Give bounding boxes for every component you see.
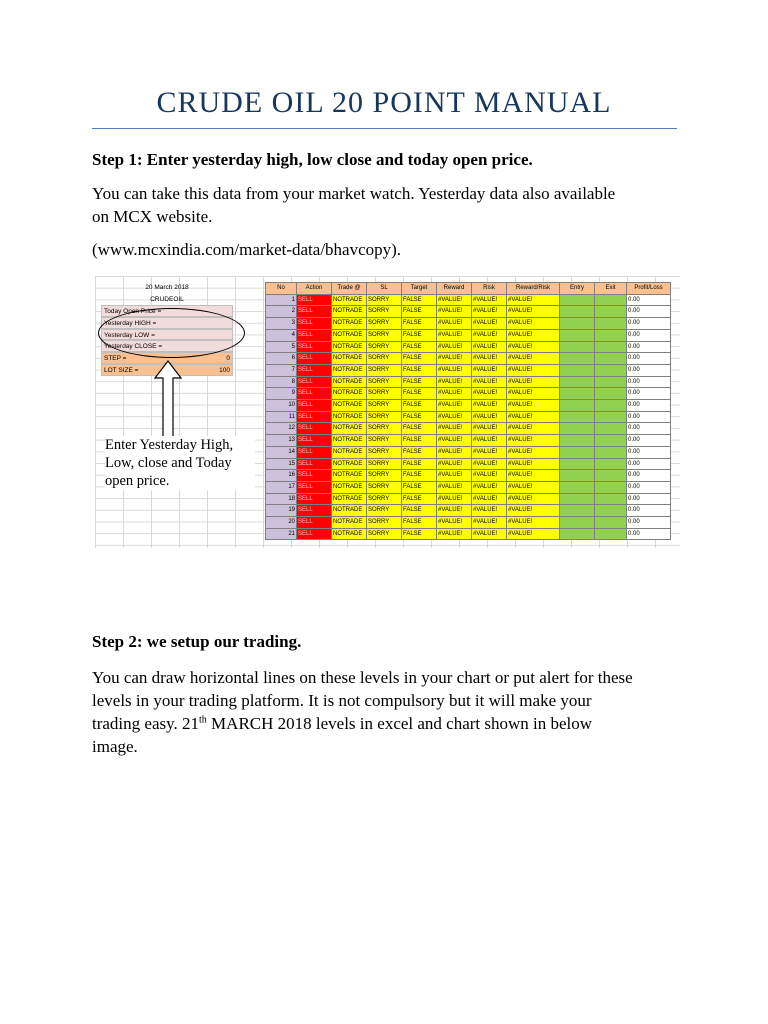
cell-action: SELL [297, 458, 332, 470]
cell-reward-risk: #VALUE! [507, 435, 560, 447]
cell-action: SELL [297, 505, 332, 517]
cell-exit [595, 364, 627, 376]
cell-exit [595, 470, 627, 482]
cell-trade: NOTRADE [332, 423, 367, 435]
cell-risk: #VALUE! [472, 458, 507, 470]
table-row [266, 470, 671, 482]
trade-table [265, 282, 671, 540]
cell-target: FALSE [402, 528, 437, 540]
cell-sl: SORRY [367, 388, 402, 400]
title-divider [92, 128, 677, 129]
table-row [266, 329, 671, 341]
cell-reward: #VALUE! [437, 400, 472, 412]
cell-reward-risk: #VALUE! [507, 329, 560, 341]
spreadsheet-image [95, 276, 680, 548]
cell-target: FALSE [402, 353, 437, 365]
cell-risk: #VALUE! [472, 470, 507, 482]
cell-exit [595, 400, 627, 412]
cell-target: FALSE [402, 470, 437, 482]
cell-sl: SORRY [367, 470, 402, 482]
cell-action: SELL [297, 364, 332, 376]
cell-target: FALSE [402, 493, 437, 505]
cell-trade: NOTRADE [332, 411, 367, 423]
cell-profit-loss: 0.00 [627, 458, 671, 470]
cell-action: SELL [297, 329, 332, 341]
cell-entry [560, 517, 595, 529]
cell-profit-loss: 0.00 [627, 493, 671, 505]
cell-action: SELL [297, 470, 332, 482]
row-number: 20 [266, 517, 297, 529]
cell-target: FALSE [402, 517, 437, 529]
cell-risk: #VALUE! [472, 400, 507, 412]
column-header: Reward/Risk [507, 283, 560, 295]
cell-reward-risk: #VALUE! [507, 423, 560, 435]
table-row [266, 435, 671, 447]
cell-risk: #VALUE! [472, 306, 507, 318]
cell-profit-loss: 0.00 [627, 505, 671, 517]
cell-trade: NOTRADE [332, 481, 367, 493]
table-row [266, 353, 671, 365]
row-number: 4 [266, 329, 297, 341]
table-row [266, 493, 671, 505]
cell-profit-loss: 0.00 [627, 353, 671, 365]
cell-sl: SORRY [367, 306, 402, 318]
cell-reward: #VALUE! [437, 341, 472, 353]
cell-reward: #VALUE! [437, 306, 472, 318]
cell-sl: SORRY [367, 458, 402, 470]
cell-exit [595, 458, 627, 470]
sheet-date: 20 March 2018 [145, 284, 189, 291]
cell-risk: #VALUE! [472, 376, 507, 388]
cell-trade: NOTRADE [332, 446, 367, 458]
cell-sl: SORRY [367, 364, 402, 376]
cell-risk: #VALUE! [472, 481, 507, 493]
cell-exit [595, 388, 627, 400]
cell-entry [560, 481, 595, 493]
cell-profit-loss: 0.00 [627, 528, 671, 540]
cell-risk: #VALUE! [472, 505, 507, 517]
cell-exit [595, 435, 627, 447]
cell-trade: NOTRADE [332, 376, 367, 388]
cell-sl: SORRY [367, 400, 402, 412]
cell-action: SELL [297, 318, 332, 330]
cell-reward: #VALUE! [437, 446, 472, 458]
cell-target: FALSE [402, 364, 437, 376]
table-row [266, 528, 671, 540]
step1-paragraph-line1: You can take this data from your market watch. Yesterday data also available [92, 184, 616, 203]
table-row [266, 517, 671, 529]
row-number: 11 [266, 411, 297, 423]
cell-trade: NOTRADE [332, 400, 367, 412]
cell-sl: SORRY [367, 505, 402, 517]
cell-risk: #VALUE! [472, 364, 507, 376]
cell-trade: NOTRADE [332, 306, 367, 318]
table-row [266, 458, 671, 470]
cell-target: FALSE [402, 446, 437, 458]
row-number: 10 [266, 400, 297, 412]
cell-exit [595, 493, 627, 505]
cell-profit-loss: 0.00 [627, 329, 671, 341]
cell-risk: #VALUE! [472, 329, 507, 341]
cell-risk: #VALUE! [472, 411, 507, 423]
cell-risk: #VALUE! [472, 388, 507, 400]
column-header: Action [297, 283, 332, 295]
cell-profit-loss: 0.00 [627, 364, 671, 376]
table-row [266, 306, 671, 318]
cell-target: FALSE [402, 435, 437, 447]
cell-reward: #VALUE! [437, 294, 472, 306]
step1-heading: Step 1: Enter yesterday high, low close and today open price. [92, 150, 533, 169]
cell-profit-loss: 0.00 [627, 517, 671, 529]
cell-action: SELL [297, 435, 332, 447]
row-number: 15 [266, 458, 297, 470]
cell-risk: #VALUE! [472, 341, 507, 353]
column-header: Trade @ [332, 283, 367, 295]
cell-reward: #VALUE! [437, 435, 472, 447]
cell-profit-loss: 0.00 [627, 481, 671, 493]
cell-exit [595, 294, 627, 306]
cell-trade: NOTRADE [332, 517, 367, 529]
cell-profit-loss: 0.00 [627, 294, 671, 306]
cell-reward-risk: #VALUE! [507, 306, 560, 318]
cell-trade: NOTRADE [332, 294, 367, 306]
cell-reward: #VALUE! [437, 376, 472, 388]
cell-exit [595, 517, 627, 529]
row-number: 5 [266, 341, 297, 353]
cell-profit-loss: 0.00 [627, 435, 671, 447]
cell-trade: NOTRADE [332, 458, 367, 470]
cell-entry [560, 306, 595, 318]
row-number: 12 [266, 423, 297, 435]
cell-sl: SORRY [367, 423, 402, 435]
cell-exit [595, 423, 627, 435]
cell-entry [560, 458, 595, 470]
cell-profit-loss: 0.00 [627, 318, 671, 330]
cell-reward: #VALUE! [437, 528, 472, 540]
instruction-note: Enter Yesterday High, Low, close and Today open price. [105, 436, 255, 490]
table-row [266, 481, 671, 493]
cell-reward-risk: #VALUE! [507, 341, 560, 353]
bhavcopy-url: (www.mcxindia.com/market-data/bhavcopy). [92, 240, 402, 259]
cell-reward-risk: #VALUE! [507, 400, 560, 412]
column-header: Reward [437, 283, 472, 295]
cell-reward: #VALUE! [437, 353, 472, 365]
cell-entry [560, 470, 595, 482]
cell-entry [560, 329, 595, 341]
cell-reward-risk: #VALUE! [507, 411, 560, 423]
cell-trade: NOTRADE [332, 505, 367, 517]
cell-action: SELL [297, 493, 332, 505]
cell-risk: #VALUE! [472, 294, 507, 306]
cell-action: SELL [297, 528, 332, 540]
row-number: 19 [266, 505, 297, 517]
cell-entry [560, 435, 595, 447]
cell-reward: #VALUE! [437, 481, 472, 493]
table-row [266, 411, 671, 423]
row-number: 14 [266, 446, 297, 458]
cell-trade: NOTRADE [332, 528, 367, 540]
cell-trade: NOTRADE [332, 493, 367, 505]
cell-sl: SORRY [367, 481, 402, 493]
table-row [266, 446, 671, 458]
cell-sl: SORRY [367, 376, 402, 388]
cell-action: SELL [297, 423, 332, 435]
cell-reward-risk: #VALUE! [507, 493, 560, 505]
cell-exit [595, 353, 627, 365]
cell-risk: #VALUE! [472, 446, 507, 458]
row-number: 17 [266, 481, 297, 493]
cell-exit [595, 329, 627, 341]
cell-profit-loss: 0.00 [627, 388, 671, 400]
table-row [266, 388, 671, 400]
cell-entry [560, 505, 595, 517]
cell-exit [595, 306, 627, 318]
table-row [266, 376, 671, 388]
cell-action: SELL [297, 388, 332, 400]
cell-target: FALSE [402, 458, 437, 470]
cell-reward: #VALUE! [437, 423, 472, 435]
cell-reward-risk: #VALUE! [507, 481, 560, 493]
input-yesterday-close: Yesterday CLOSE = [101, 340, 233, 352]
cell-target: FALSE [402, 481, 437, 493]
cell-sl: SORRY [367, 528, 402, 540]
cell-trade: NOTRADE [332, 470, 367, 482]
cell-action: SELL [297, 481, 332, 493]
table-row [266, 423, 671, 435]
cell-trade: NOTRADE [332, 329, 367, 341]
cell-reward: #VALUE! [437, 517, 472, 529]
cell-exit [595, 528, 627, 540]
cell-sl: SORRY [367, 318, 402, 330]
cell-entry [560, 423, 595, 435]
row-number: 13 [266, 435, 297, 447]
cell-sl: SORRY [367, 329, 402, 341]
cell-action: SELL [297, 411, 332, 423]
cell-reward-risk: #VALUE! [507, 446, 560, 458]
cell-action: SELL [297, 294, 332, 306]
cell-target: FALSE [402, 423, 437, 435]
lot-size-row: LOT SIZE = 100 [101, 364, 233, 376]
cell-sl: SORRY [367, 435, 402, 447]
cell-reward: #VALUE! [437, 493, 472, 505]
cell-exit [595, 505, 627, 517]
cell-target: FALSE [402, 329, 437, 341]
row-number: 7 [266, 364, 297, 376]
cell-action: SELL [297, 353, 332, 365]
cell-trade: NOTRADE [332, 388, 367, 400]
column-header: Entry [560, 283, 595, 295]
cell-entry [560, 411, 595, 423]
cell-profit-loss: 0.00 [627, 423, 671, 435]
cell-target: FALSE [402, 306, 437, 318]
cell-sl: SORRY [367, 353, 402, 365]
step1-paragraph-line2: on MCX website. [92, 207, 213, 226]
cell-trade: NOTRADE [332, 364, 367, 376]
table-header-row [266, 283, 671, 295]
cell-target: FALSE [402, 318, 437, 330]
cell-entry [560, 400, 595, 412]
cell-target: FALSE [402, 294, 437, 306]
cell-trade: NOTRADE [332, 435, 367, 447]
cell-reward-risk: #VALUE! [507, 517, 560, 529]
cell-profit-loss: 0.00 [627, 446, 671, 458]
cell-reward-risk: #VALUE! [507, 318, 560, 330]
table-row [266, 364, 671, 376]
cell-action: SELL [297, 446, 332, 458]
cell-action: SELL [297, 376, 332, 388]
column-header: Profit/Loss [627, 283, 671, 295]
cell-sl: SORRY [367, 446, 402, 458]
step-row: STEP = 0 [101, 352, 233, 364]
cell-reward: #VALUE! [437, 364, 472, 376]
cell-risk: #VALUE! [472, 353, 507, 365]
cell-profit-loss: 0.00 [627, 376, 671, 388]
cell-target: FALSE [402, 400, 437, 412]
cell-risk: #VALUE! [472, 493, 507, 505]
cell-exit [595, 341, 627, 353]
cell-reward-risk: #VALUE! [507, 364, 560, 376]
table-row [266, 341, 671, 353]
cell-target: FALSE [402, 376, 437, 388]
cell-reward-risk: #VALUE! [507, 528, 560, 540]
cell-exit [595, 411, 627, 423]
cell-action: SELL [297, 400, 332, 412]
row-number: 2 [266, 306, 297, 318]
cell-profit-loss: 0.00 [627, 341, 671, 353]
row-number: 21 [266, 528, 297, 540]
cell-sl: SORRY [367, 294, 402, 306]
cell-reward-risk: #VALUE! [507, 376, 560, 388]
cell-risk: #VALUE! [472, 318, 507, 330]
cell-action: SELL [297, 517, 332, 529]
row-number: 16 [266, 470, 297, 482]
cell-action: SELL [297, 341, 332, 353]
cell-reward: #VALUE! [437, 505, 472, 517]
cell-reward-risk: #VALUE! [507, 505, 560, 517]
row-number: 6 [266, 353, 297, 365]
cell-entry [560, 446, 595, 458]
sheet-symbol: CRUDEOIL [150, 295, 184, 303]
cell-entry [560, 341, 595, 353]
column-header: No [266, 283, 297, 295]
cell-risk: #VALUE! [472, 423, 507, 435]
step2-heading: Step 2: we setup our trading. [92, 632, 302, 651]
cell-risk: #VALUE! [472, 435, 507, 447]
cell-risk: #VALUE! [472, 517, 507, 529]
column-header: Risk [472, 283, 507, 295]
cell-exit [595, 318, 627, 330]
input-yesterday-low: Yesterday LOW = [101, 329, 233, 341]
row-number: 8 [266, 376, 297, 388]
cell-exit [595, 481, 627, 493]
cell-entry [560, 493, 595, 505]
cell-target: FALSE [402, 411, 437, 423]
cell-entry [560, 388, 595, 400]
cell-reward: #VALUE! [437, 318, 472, 330]
cell-reward: #VALUE! [437, 458, 472, 470]
cell-profit-loss: 0.00 [627, 470, 671, 482]
table-row [266, 318, 671, 330]
cell-reward: #VALUE! [437, 470, 472, 482]
cell-reward-risk: #VALUE! [507, 353, 560, 365]
cell-reward-risk: #VALUE! [507, 470, 560, 482]
table-row [266, 505, 671, 517]
input-yesterday-high: Yesterday HIGH = [101, 317, 233, 329]
row-number: 1 [266, 294, 297, 306]
cell-sl: SORRY [367, 341, 402, 353]
cell-reward: #VALUE! [437, 388, 472, 400]
cell-target: FALSE [402, 505, 437, 517]
cell-reward: #VALUE! [437, 329, 472, 341]
cell-trade: NOTRADE [332, 341, 367, 353]
cell-sl: SORRY [367, 493, 402, 505]
cell-sl: SORRY [367, 517, 402, 529]
cell-sl: SORRY [367, 411, 402, 423]
input-today-open: Today Open Price = [101, 305, 233, 317]
cell-reward-risk: #VALUE! [507, 294, 560, 306]
column-header: SL [367, 283, 402, 295]
cell-entry [560, 353, 595, 365]
cell-exit [595, 446, 627, 458]
row-number: 9 [266, 388, 297, 400]
cell-reward-risk: #VALUE! [507, 458, 560, 470]
row-number: 18 [266, 493, 297, 505]
cell-profit-loss: 0.00 [627, 400, 671, 412]
cell-exit [595, 376, 627, 388]
cell-reward: #VALUE! [437, 411, 472, 423]
cell-target: FALSE [402, 341, 437, 353]
column-header: Exit [595, 283, 627, 295]
cell-action: SELL [297, 306, 332, 318]
cell-trade: NOTRADE [332, 353, 367, 365]
cell-reward-risk: #VALUE! [507, 388, 560, 400]
page-title: CRUDE OIL 20 POINT MANUAL [156, 86, 612, 119]
column-header: Target [402, 283, 437, 295]
row-number: 3 [266, 318, 297, 330]
cell-entry [560, 364, 595, 376]
cell-target: FALSE [402, 388, 437, 400]
cell-profit-loss: 0.00 [627, 411, 671, 423]
cell-trade: NOTRADE [332, 318, 367, 330]
up-arrow-icon [153, 360, 183, 440]
cell-risk: #VALUE! [472, 528, 507, 540]
cell-entry [560, 318, 595, 330]
cell-entry [560, 528, 595, 540]
cell-profit-loss: 0.00 [627, 306, 671, 318]
highlight-ellipse [98, 308, 245, 358]
table-row [266, 400, 671, 412]
table-row [266, 294, 671, 306]
step2-paragraph: You can draw horizontal lines on these levels in your chart or put alert for these levels in your trading platform. It is not compulsory but it will make your trading easy. 21th MARCH 2018 levels in excel and chart shown in below image. [92, 668, 633, 756]
cell-entry [560, 294, 595, 306]
cell-entry [560, 376, 595, 388]
